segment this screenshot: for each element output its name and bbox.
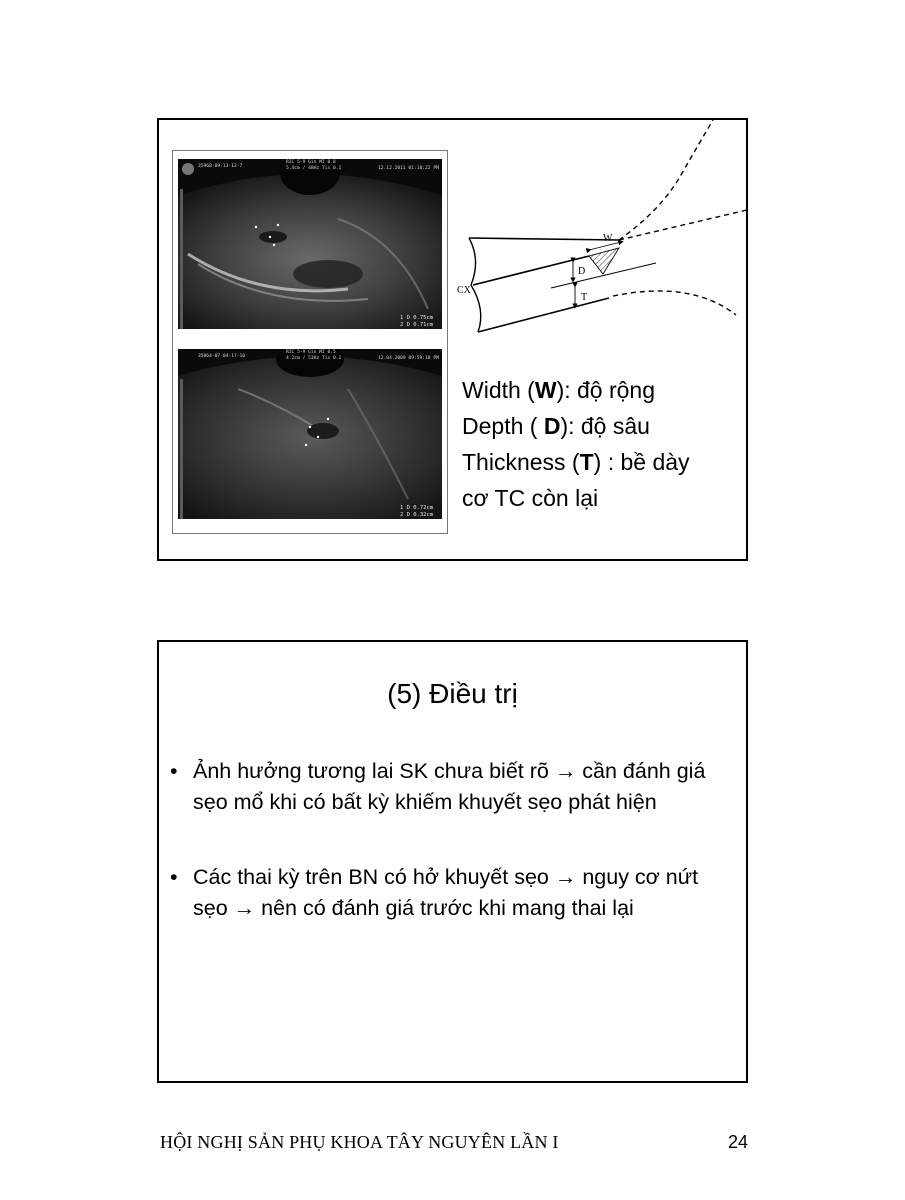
legend-thickness-line-2: cơ TC còn lại xyxy=(462,485,599,511)
bullet-item-2 xyxy=(165,862,733,924)
bullet-dot-icon: • xyxy=(170,759,178,783)
legend-width-letter: W xyxy=(534,377,557,403)
ultrasound-image-top xyxy=(178,159,442,329)
cervix-right-curve xyxy=(471,285,481,332)
dashed-upper-extension xyxy=(619,210,747,240)
us-top-measurement-2: 2 D 0.71cm xyxy=(400,322,434,328)
diagram-label-cx: CX xyxy=(457,285,471,296)
slide-treatment xyxy=(157,640,748,1083)
us-top-header-left: 35968-09-13-12-7 xyxy=(198,164,243,169)
inner-canal-upper-line xyxy=(473,256,589,285)
legend-depth-line xyxy=(462,408,744,444)
us-bottom-header-mid1: RIC 5-9 Gin MI 0.5 xyxy=(286,350,336,355)
us-bottom-header-right: 12.04.2009 09:59:18 PM xyxy=(378,356,439,361)
legend-thickness-prefix: Thickness ( xyxy=(462,449,580,475)
us-top-header-right: 12.12.2011 01:18:22 PM xyxy=(378,166,439,171)
uterus-outer-upper-curve xyxy=(619,120,713,240)
footer-conference-title: HỘI NGHỊ SẢN PHỤ KHOA TÂY NGUYÊN LẦN I xyxy=(160,1132,559,1152)
legend-thickness-suffix: ) : bề dày xyxy=(593,449,690,475)
bullet-item-1 xyxy=(165,756,733,818)
ultrasound-images-panel xyxy=(172,150,448,534)
legend-depth-prefix: Depth ( xyxy=(462,413,544,439)
us-top-measurement-1: 1 D 0.75cm xyxy=(400,315,434,321)
legend-depth-letter: D xyxy=(543,413,561,439)
bullet-text-1: Ảnh hưởng tương lai SK chưa biết rõ → cần đánh giá sẹo mổ khi có bất kỳ khiếm khuyết sẹo phát hiện xyxy=(193,759,706,814)
diagram-label-w: W xyxy=(603,233,613,244)
page-number: 24 xyxy=(728,1132,749,1152)
scar-niche-hatched xyxy=(589,248,619,274)
diagram-label-d: D xyxy=(578,266,586,277)
legend-depth-suffix: ): độ sâu xyxy=(560,413,650,439)
us-bottom-header-mid2: 4.2cm / 53Hz Tis 0.1 xyxy=(286,356,342,361)
legend-width-prefix: Width ( xyxy=(462,377,535,403)
bullet-dot-icon: • xyxy=(170,865,178,889)
ultrasound-image-bottom xyxy=(178,349,442,519)
diagram-label-t: T xyxy=(581,292,588,303)
legend-thickness-line xyxy=(462,444,744,480)
legend-width-line xyxy=(462,372,744,408)
cervix-left-curve xyxy=(469,238,476,285)
us-top-header-mid2: 5.4cm / 48Hz Tis 0.1 xyxy=(286,166,342,171)
inner-canal-lower-line xyxy=(478,298,609,332)
bullet-text-2: Các thai kỳ trên BN có hở khuyết sẹo → nguy cơ nứt sẹo → nên có đánh giá trước khi mang thai lại xyxy=(193,865,699,920)
us-bottom-measurement-2: 2 D 0.32cm xyxy=(400,512,434,518)
legend-width-suffix: ): độ rộng xyxy=(556,377,656,403)
measurement-legend xyxy=(462,372,744,516)
uterus-upper-wall-line xyxy=(469,238,619,240)
us-top-header-mid1: RIC 5-9 Gin MI 0.8 xyxy=(286,160,336,165)
legend-thickness-letter: T xyxy=(579,449,594,475)
uterus-outer-lower-curve xyxy=(613,291,736,315)
us-bottom-measurement-1: 1 D 0.72cm xyxy=(400,505,434,511)
slide-ultrasound-measurements xyxy=(157,118,748,561)
uterine-scar-diagram xyxy=(451,120,747,365)
us-bottom-header-left: 35064-07-04-17-10 xyxy=(198,354,246,359)
slide-title: (5) Điều trị xyxy=(387,678,518,709)
bullet-list xyxy=(165,756,733,968)
